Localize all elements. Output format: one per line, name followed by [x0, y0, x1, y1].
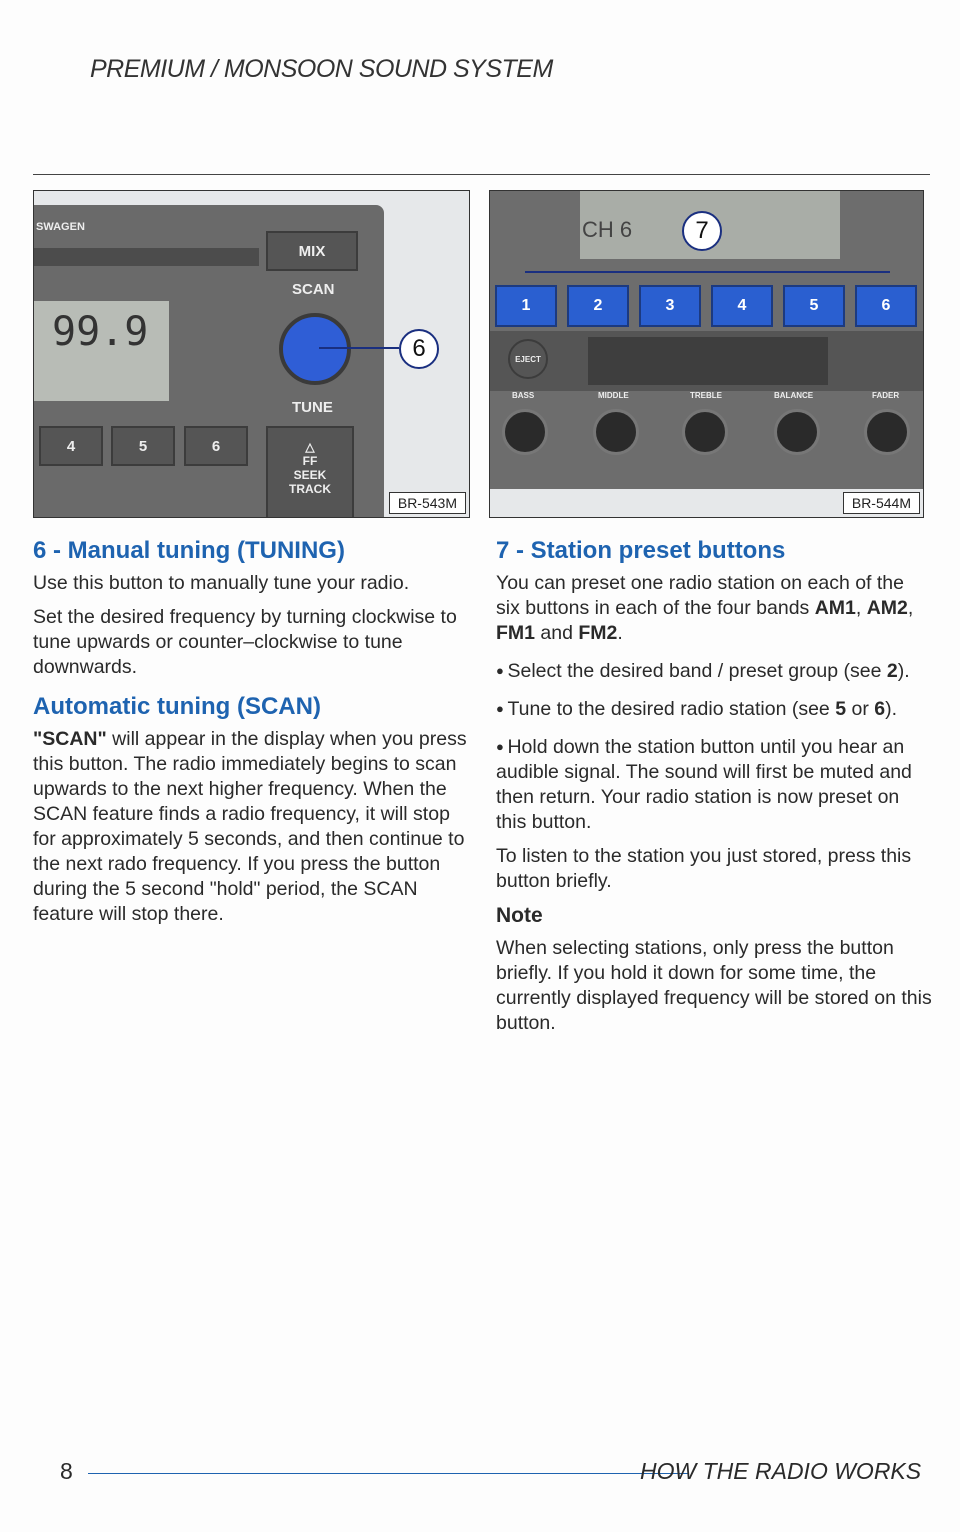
knob-label-bass: BASS — [512, 391, 535, 400]
preset-5[interactable]: 5 — [783, 285, 845, 327]
preset-4[interactable]: 4 — [711, 285, 773, 327]
section-heading: 6 - Manual tuning (TUNING) — [33, 537, 345, 564]
preset-6[interactable]: 6 — [855, 285, 917, 327]
section-heading: Automatic tuning (SCAN) — [33, 693, 321, 720]
eject-button[interactable]: EJECT — [508, 339, 548, 379]
text: ). — [897, 660, 910, 682]
band-am1: AM1 — [814, 597, 856, 619]
header-rule — [33, 174, 930, 175]
seek-button[interactable] — [266, 426, 354, 518]
channel-display: CH 6 — [582, 217, 633, 242]
preset-4[interactable]: 4 — [39, 426, 103, 466]
text: , — [907, 597, 914, 619]
paragraph — [496, 571, 932, 646]
text: ). — [885, 698, 898, 720]
callout-7: 7 — [682, 211, 722, 251]
figure-radio-tune — [33, 190, 470, 518]
text: Hold down the station button until you hear an audible signal. The sound will first be muted and then return. Your radio station is now preset on this button. — [496, 736, 912, 833]
preset-1[interactable]: 1 — [495, 285, 557, 327]
tape-slot — [588, 337, 828, 385]
fader-knob[interactable] — [864, 409, 910, 455]
section-heading: 7 - Station preset buttons — [496, 537, 786, 564]
scan-label: SCAN — [292, 281, 335, 298]
seek-label-track: TRACK — [289, 482, 331, 496]
bullet-item — [496, 696, 932, 722]
balance-knob[interactable] — [774, 409, 820, 455]
page-number: 8 — [60, 1458, 73, 1484]
tune-label: TUNE — [292, 399, 333, 416]
paragraph: To listen to the station you just stored, press this button briefly. — [496, 845, 912, 892]
text: Tune to the desired radio station (see — [507, 698, 836, 720]
seek-label-seek: SEEK — [293, 468, 327, 482]
preset-5[interactable]: 5 — [111, 426, 175, 466]
text: Select the desired band / preset group (see — [507, 660, 887, 682]
note-heading: Note — [496, 904, 543, 927]
knob-label-fader: FADER — [872, 391, 900, 400]
note-text: When selecting stations, only press the button briefly. If you hold it down for some time, the currently displayed frequency will be stored on this button. — [496, 937, 932, 1034]
bass-knob[interactable] — [502, 409, 548, 455]
figure-radio-presets — [489, 190, 924, 518]
knob-label-treble: TREBLE — [690, 391, 722, 400]
brand-label: SWAGEN — [36, 221, 85, 233]
band-am2: AM2 — [866, 597, 908, 619]
footer-rule — [88, 1473, 688, 1474]
treble-knob[interactable] — [682, 409, 728, 455]
band-fm2: FM2 — [578, 622, 618, 644]
tune-knob[interactable] — [279, 313, 351, 385]
callout-6: 6 — [399, 329, 439, 369]
paragraph: Use this button to manually tune your radio. — [33, 572, 410, 594]
middle-knob[interactable] — [593, 409, 639, 455]
text: You can preset one radio station on each of the six buttons in each of the four bands — [496, 572, 904, 619]
ref: 6 — [874, 698, 886, 720]
left-column — [33, 538, 469, 936]
figure-code: BR-543M — [389, 492, 466, 514]
running-header: PREMIUM / MONSOON SOUND SYSTEM — [90, 55, 553, 83]
knob-label-middle: MIDDLE — [598, 391, 629, 400]
footer-section: HOW THE RADIO WORKS — [640, 1458, 922, 1484]
page-footer — [60, 1458, 930, 1488]
text: . — [617, 622, 623, 644]
figure-code: BR-544M — [843, 492, 920, 514]
scan-term: "SCAN" — [33, 728, 107, 750]
knob-label-balance: BALANCE — [774, 391, 814, 400]
text: or — [846, 698, 875, 720]
bullet-item — [496, 734, 932, 835]
text: and — [535, 622, 579, 644]
frequency-display: 99.9 — [52, 309, 149, 355]
band-fm1: FM1 — [496, 622, 535, 644]
ref: 2 — [886, 660, 898, 682]
preset-2[interactable]: 2 — [567, 285, 629, 327]
paragraph — [33, 727, 469, 927]
mix-button[interactable]: MIX — [266, 231, 358, 271]
paragraph-text: will appear in the display when you press this button. The radio immediately begins to scan upwards to the next higher frequency. When the SCAN feature finds a radio frequency, it will stop for approximately 5 seconds, and then continue to the next rado frequency. If you press the button during the 5 second "hold" period, the SCAN feature will stop there. — [33, 728, 467, 925]
seek-arrow-icon: △ — [305, 440, 315, 454]
ref: 5 — [835, 698, 847, 720]
paragraph: Set the desired frequency by turning clockwise to tune upwards or counter–clockwise to tune downwards. — [33, 606, 457, 678]
right-column — [496, 538, 932, 1045]
text: , — [855, 597, 867, 619]
preset-6[interactable]: 6 — [184, 426, 248, 466]
bullet-item — [496, 658, 932, 684]
seek-label-ff: FF — [302, 454, 318, 468]
preset-3[interactable]: 3 — [639, 285, 701, 327]
